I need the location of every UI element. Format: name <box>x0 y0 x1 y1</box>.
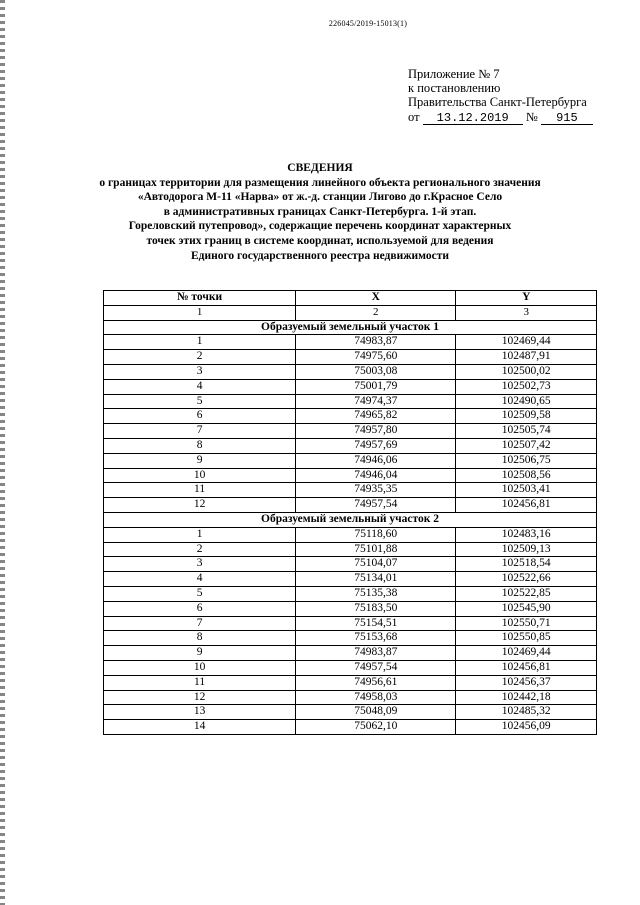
point-number-cell: 6 <box>104 409 296 424</box>
table-row <box>104 675 597 690</box>
title-line: в административных границах Санкт-Петербурга. 1-й этап. <box>163 205 477 218</box>
table-row <box>104 616 597 631</box>
point-number-cell: 8 <box>104 631 296 646</box>
x-coordinate-cell: 74946,04 <box>296 468 456 483</box>
section-title: Образуемый земельный участок 1 <box>104 320 597 335</box>
column-number: 3 <box>456 305 597 320</box>
number-label: № <box>525 109 538 124</box>
table-row <box>104 438 597 453</box>
y-coordinate-cell: 102485,32 <box>456 705 597 720</box>
table-row <box>104 631 597 646</box>
x-coordinate-cell: 74983,87 <box>296 335 456 350</box>
y-coordinate-cell: 102500,02 <box>456 364 597 379</box>
coordinates-table-body <box>104 291 597 735</box>
y-coordinate-cell: 102507,42 <box>456 438 597 453</box>
table-row <box>104 364 597 379</box>
table-row <box>104 660 597 675</box>
y-coordinate-cell: 102508,56 <box>456 468 597 483</box>
y-coordinate-cell: 102509,13 <box>456 542 597 557</box>
table-row <box>104 705 597 720</box>
resolution-date: 13.12.2019 <box>423 112 523 125</box>
section-title-row <box>104 512 597 527</box>
x-coordinate-cell: 75153,68 <box>296 631 456 646</box>
point-number-cell: 4 <box>104 572 296 587</box>
point-number-cell: 3 <box>104 364 296 379</box>
y-coordinate-cell: 102545,90 <box>456 601 597 616</box>
point-number-cell: 4 <box>104 379 296 394</box>
y-coordinate-cell: 102550,71 <box>456 616 597 631</box>
point-number-cell: 7 <box>104 424 296 439</box>
appendix-block <box>408 67 593 125</box>
point-number-cell: 5 <box>104 586 296 601</box>
table-header-row <box>104 291 597 306</box>
x-coordinate-cell: 74983,87 <box>296 646 456 661</box>
x-coordinate-cell: 75001,79 <box>296 379 456 394</box>
header-point-number: № точки <box>104 291 296 306</box>
point-number-cell: 13 <box>104 705 296 720</box>
x-coordinate-cell: 74957,54 <box>296 498 456 513</box>
coordinates-table <box>103 290 597 735</box>
y-coordinate-cell: 102503,41 <box>456 483 597 498</box>
point-number-cell: 9 <box>104 646 296 661</box>
point-number-cell: 12 <box>104 498 296 513</box>
y-coordinate-cell: 102502,73 <box>456 379 597 394</box>
y-coordinate-cell: 102442,18 <box>456 690 597 705</box>
y-coordinate-cell: 102505,74 <box>456 424 597 439</box>
binding-edge-marks <box>0 0 5 905</box>
title-line: «Автодорога М-11 «Нарва» от ж.-д. станции Лигово до г.Красное Село <box>137 191 503 204</box>
appendix-line-3: Правительства Санкт-Петербурга <box>408 95 587 110</box>
table-row <box>104 350 597 365</box>
title-heading: СВЕДЕНИЯ <box>287 162 353 174</box>
column-number-row <box>104 305 597 320</box>
table-row <box>104 409 597 424</box>
point-number-cell: 3 <box>104 557 296 572</box>
x-coordinate-cell: 74974,37 <box>296 394 456 409</box>
point-number-cell: 7 <box>104 616 296 631</box>
y-coordinate-cell: 102550,85 <box>456 631 597 646</box>
from-label: от <box>408 109 420 124</box>
x-coordinate-cell: 75003,08 <box>296 364 456 379</box>
x-coordinate-cell: 75104,07 <box>296 557 456 572</box>
table-row <box>104 646 597 661</box>
point-number-cell: 8 <box>104 438 296 453</box>
y-coordinate-cell: 102522,85 <box>456 586 597 601</box>
point-number-cell: 2 <box>104 542 296 557</box>
table-row <box>104 572 597 587</box>
y-coordinate-cell: 102483,16 <box>456 527 597 542</box>
point-number-cell: 5 <box>104 394 296 409</box>
title-line: Единого государственного реестра недвижимости <box>191 249 449 262</box>
title-line: о границах территории для размещения линейного объекта регионального значения <box>99 176 541 189</box>
table-row <box>104 424 597 439</box>
x-coordinate-cell: 74957,54 <box>296 660 456 675</box>
x-coordinate-cell: 74957,69 <box>296 438 456 453</box>
y-coordinate-cell: 102509,58 <box>456 409 597 424</box>
x-coordinate-cell: 75062,10 <box>296 720 456 735</box>
table-row <box>104 557 597 572</box>
point-number-cell: 1 <box>104 527 296 542</box>
x-coordinate-cell: 75134,01 <box>296 572 456 587</box>
header-x: X <box>296 291 456 306</box>
appendix-date-line <box>408 110 593 125</box>
title-line: Гореловский путепровод», содержащие перечень координат характерных <box>128 220 512 233</box>
point-number-cell: 14 <box>104 720 296 735</box>
point-number-cell: 10 <box>104 660 296 675</box>
point-number-cell: 6 <box>104 601 296 616</box>
table-row <box>104 601 597 616</box>
column-number: 1 <box>104 305 296 320</box>
x-coordinate-cell: 74946,06 <box>296 453 456 468</box>
y-coordinate-cell: 102490,65 <box>456 394 597 409</box>
table-row <box>104 498 597 513</box>
point-number-cell: 2 <box>104 350 296 365</box>
point-number-cell: 1 <box>104 335 296 350</box>
section-title-row <box>104 320 597 335</box>
section-title: Образуемый земельный участок 2 <box>104 512 597 527</box>
x-coordinate-cell: 74975,60 <box>296 350 456 365</box>
appendix-line-2: к постановлению <box>408 81 501 96</box>
point-number-cell: 11 <box>104 675 296 690</box>
x-coordinate-cell: 75101,88 <box>296 542 456 557</box>
x-coordinate-cell: 75118,60 <box>296 527 456 542</box>
point-number-cell: 11 <box>104 483 296 498</box>
point-number-cell: 12 <box>104 690 296 705</box>
y-coordinate-cell: 102522,66 <box>456 572 597 587</box>
table-row <box>104 335 597 350</box>
title-line: точек этих границ в системе координат, используемой для ведения <box>146 234 494 247</box>
document-title <box>0 161 640 263</box>
point-number-cell: 10 <box>104 468 296 483</box>
table-row <box>104 394 597 409</box>
y-coordinate-cell: 102518,54 <box>456 557 597 572</box>
column-number: 2 <box>296 305 456 320</box>
table-row <box>104 690 597 705</box>
y-coordinate-cell: 102456,81 <box>456 498 597 513</box>
y-coordinate-cell: 102456,37 <box>456 675 597 690</box>
table-row <box>104 453 597 468</box>
x-coordinate-cell: 74935,35 <box>296 483 456 498</box>
document-id: 226045/2019-15013(1) <box>328 19 408 28</box>
table-row <box>104 586 597 601</box>
table-row <box>104 468 597 483</box>
x-coordinate-cell: 74958,03 <box>296 690 456 705</box>
table-row <box>104 720 597 735</box>
x-coordinate-cell: 74965,82 <box>296 409 456 424</box>
table-row <box>104 527 597 542</box>
y-coordinate-cell: 102456,81 <box>456 660 597 675</box>
y-coordinate-cell: 102487,91 <box>456 350 597 365</box>
x-coordinate-cell: 74957,80 <box>296 424 456 439</box>
table-row <box>104 379 597 394</box>
y-coordinate-cell: 102469,44 <box>456 335 597 350</box>
x-coordinate-cell: 75135,38 <box>296 586 456 601</box>
table-row <box>104 542 597 557</box>
x-coordinate-cell: 75154,51 <box>296 616 456 631</box>
x-coordinate-cell: 74956,61 <box>296 675 456 690</box>
x-coordinate-cell: 75183,50 <box>296 601 456 616</box>
x-coordinate-cell: 75048,09 <box>296 705 456 720</box>
header-y: Y <box>456 291 597 306</box>
y-coordinate-cell: 102469,44 <box>456 646 597 661</box>
resolution-number: 915 <box>541 112 593 125</box>
appendix-line-1: Приложение № 7 <box>408 67 500 81</box>
y-coordinate-cell: 102506,75 <box>456 453 597 468</box>
point-number-cell: 9 <box>104 453 296 468</box>
table-row <box>104 483 597 498</box>
y-coordinate-cell: 102456,09 <box>456 720 597 735</box>
